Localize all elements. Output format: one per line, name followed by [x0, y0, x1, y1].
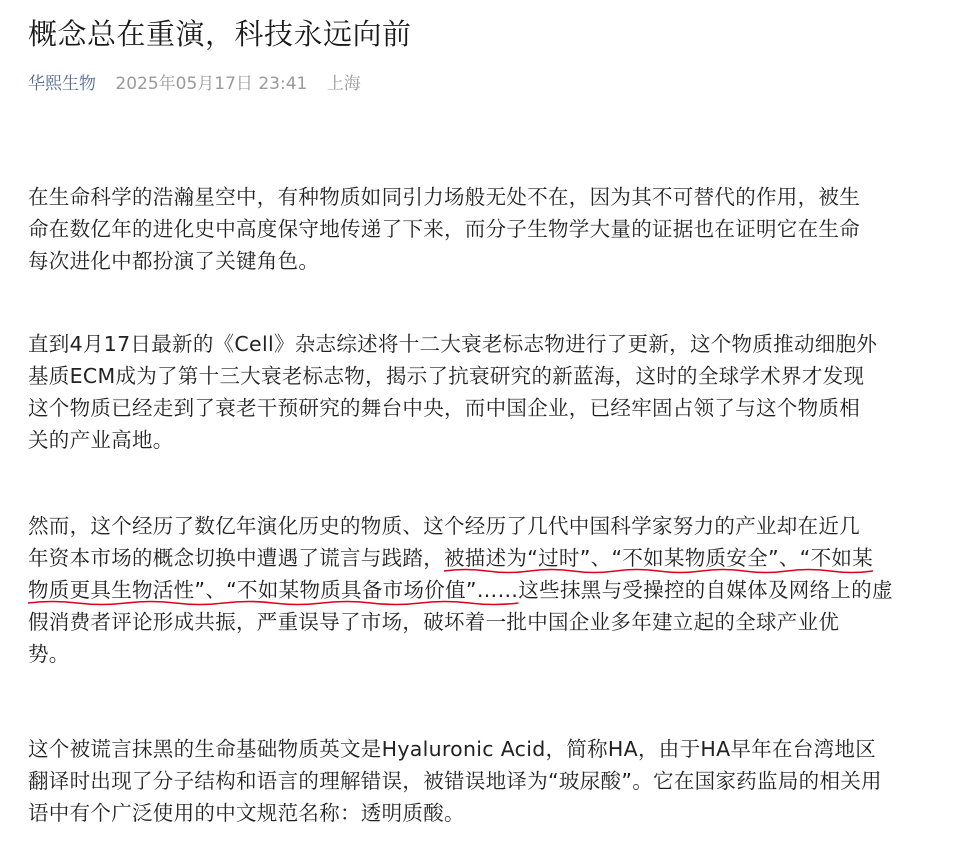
paragraph-line: 直到4月17日最新的《Cell》杂志综述将十二大衰老标志物进行了更新，这个物质推动细胞外: [28, 332, 878, 356]
paragraph-line: 势。: [28, 642, 70, 666]
paragraph-line: 在生命科学的浩瀚星空中，有种物质如同引力场般无处不在，因为其不可替代的作用，被生: [28, 185, 860, 209]
article-title: 概念总在重演，科技永远向前: [28, 17, 412, 51]
paragraph-line: 每次进化中都扮演了关键角色。: [28, 249, 320, 273]
publish-datetime: 2025年05月17日 23:41: [115, 74, 308, 94]
red-wavy-underline: [444, 567, 873, 575]
publish-location: 上海: [326, 74, 361, 94]
paragraph-line: 假消费者评论形成共振，严重误导了市场，破坏着一批中国企业多年建立起的全球产业优: [28, 610, 840, 634]
paragraph-4: [28, 733, 948, 829]
paragraph-line: 翻译时出现了分子结构和语言的理解错误，被错误地译为“玻尿酸”。它在国家药监局的相关用: [28, 769, 882, 793]
plain-text: 这些抹黑与受操控的自媒体及网络上的虚: [518, 578, 893, 602]
paragraph-line: 基质ECM成为了第十三大衰老标志物，揭示了抗衰研究的新蓝海，这时的全球学术界才发现: [28, 364, 865, 388]
paragraph-line: 然而，这个经历了数亿年演化历史的物质、这个经历了几代中国科学家努力的产业却在近几: [28, 514, 860, 538]
highlighted-phrase: 被描述为“过时”、“不如某物质安全”、“不如某: [444, 546, 874, 570]
article-meta: [28, 70, 361, 98]
underlined-text: [444, 546, 873, 570]
paragraph-line: 语中有个广泛使用的中文规范名称：透明质酸。: [28, 801, 465, 825]
paragraph-line: 命在数亿年的进化史中高度保守地传递了下来，而分子生物学大量的证据也在证明它在生命: [28, 217, 860, 241]
paragraph-1: [28, 181, 948, 277]
paragraph-line: 这个物质已经走到了衰老干预研究的舞台中央，而中国企业，已经牢固占领了与这个物质相: [28, 396, 860, 420]
paragraph-3: [28, 510, 948, 670]
paragraph-line: [28, 542, 948, 574]
red-wavy-underline: [28, 599, 518, 607]
paragraph-line: 这个被谎言抹黑的生命基础物质英文是Hyaluronic Acid，简称HA，由于HA早年在台湾地区: [28, 737, 877, 761]
highlighted-phrase: 物质更具生物活性”、“不如某物质具备市场价值”……: [28, 578, 519, 602]
underlined-text: [28, 578, 518, 602]
paragraph-line: [28, 574, 948, 606]
paragraph-line: 关的产业高地。: [28, 428, 174, 452]
plain-text: 年资本市场的概念切换中遭遇了谎言与践踏，: [28, 546, 444, 570]
author-link[interactable]: 华熙生物: [28, 74, 96, 94]
paragraph-2: [28, 328, 948, 456]
